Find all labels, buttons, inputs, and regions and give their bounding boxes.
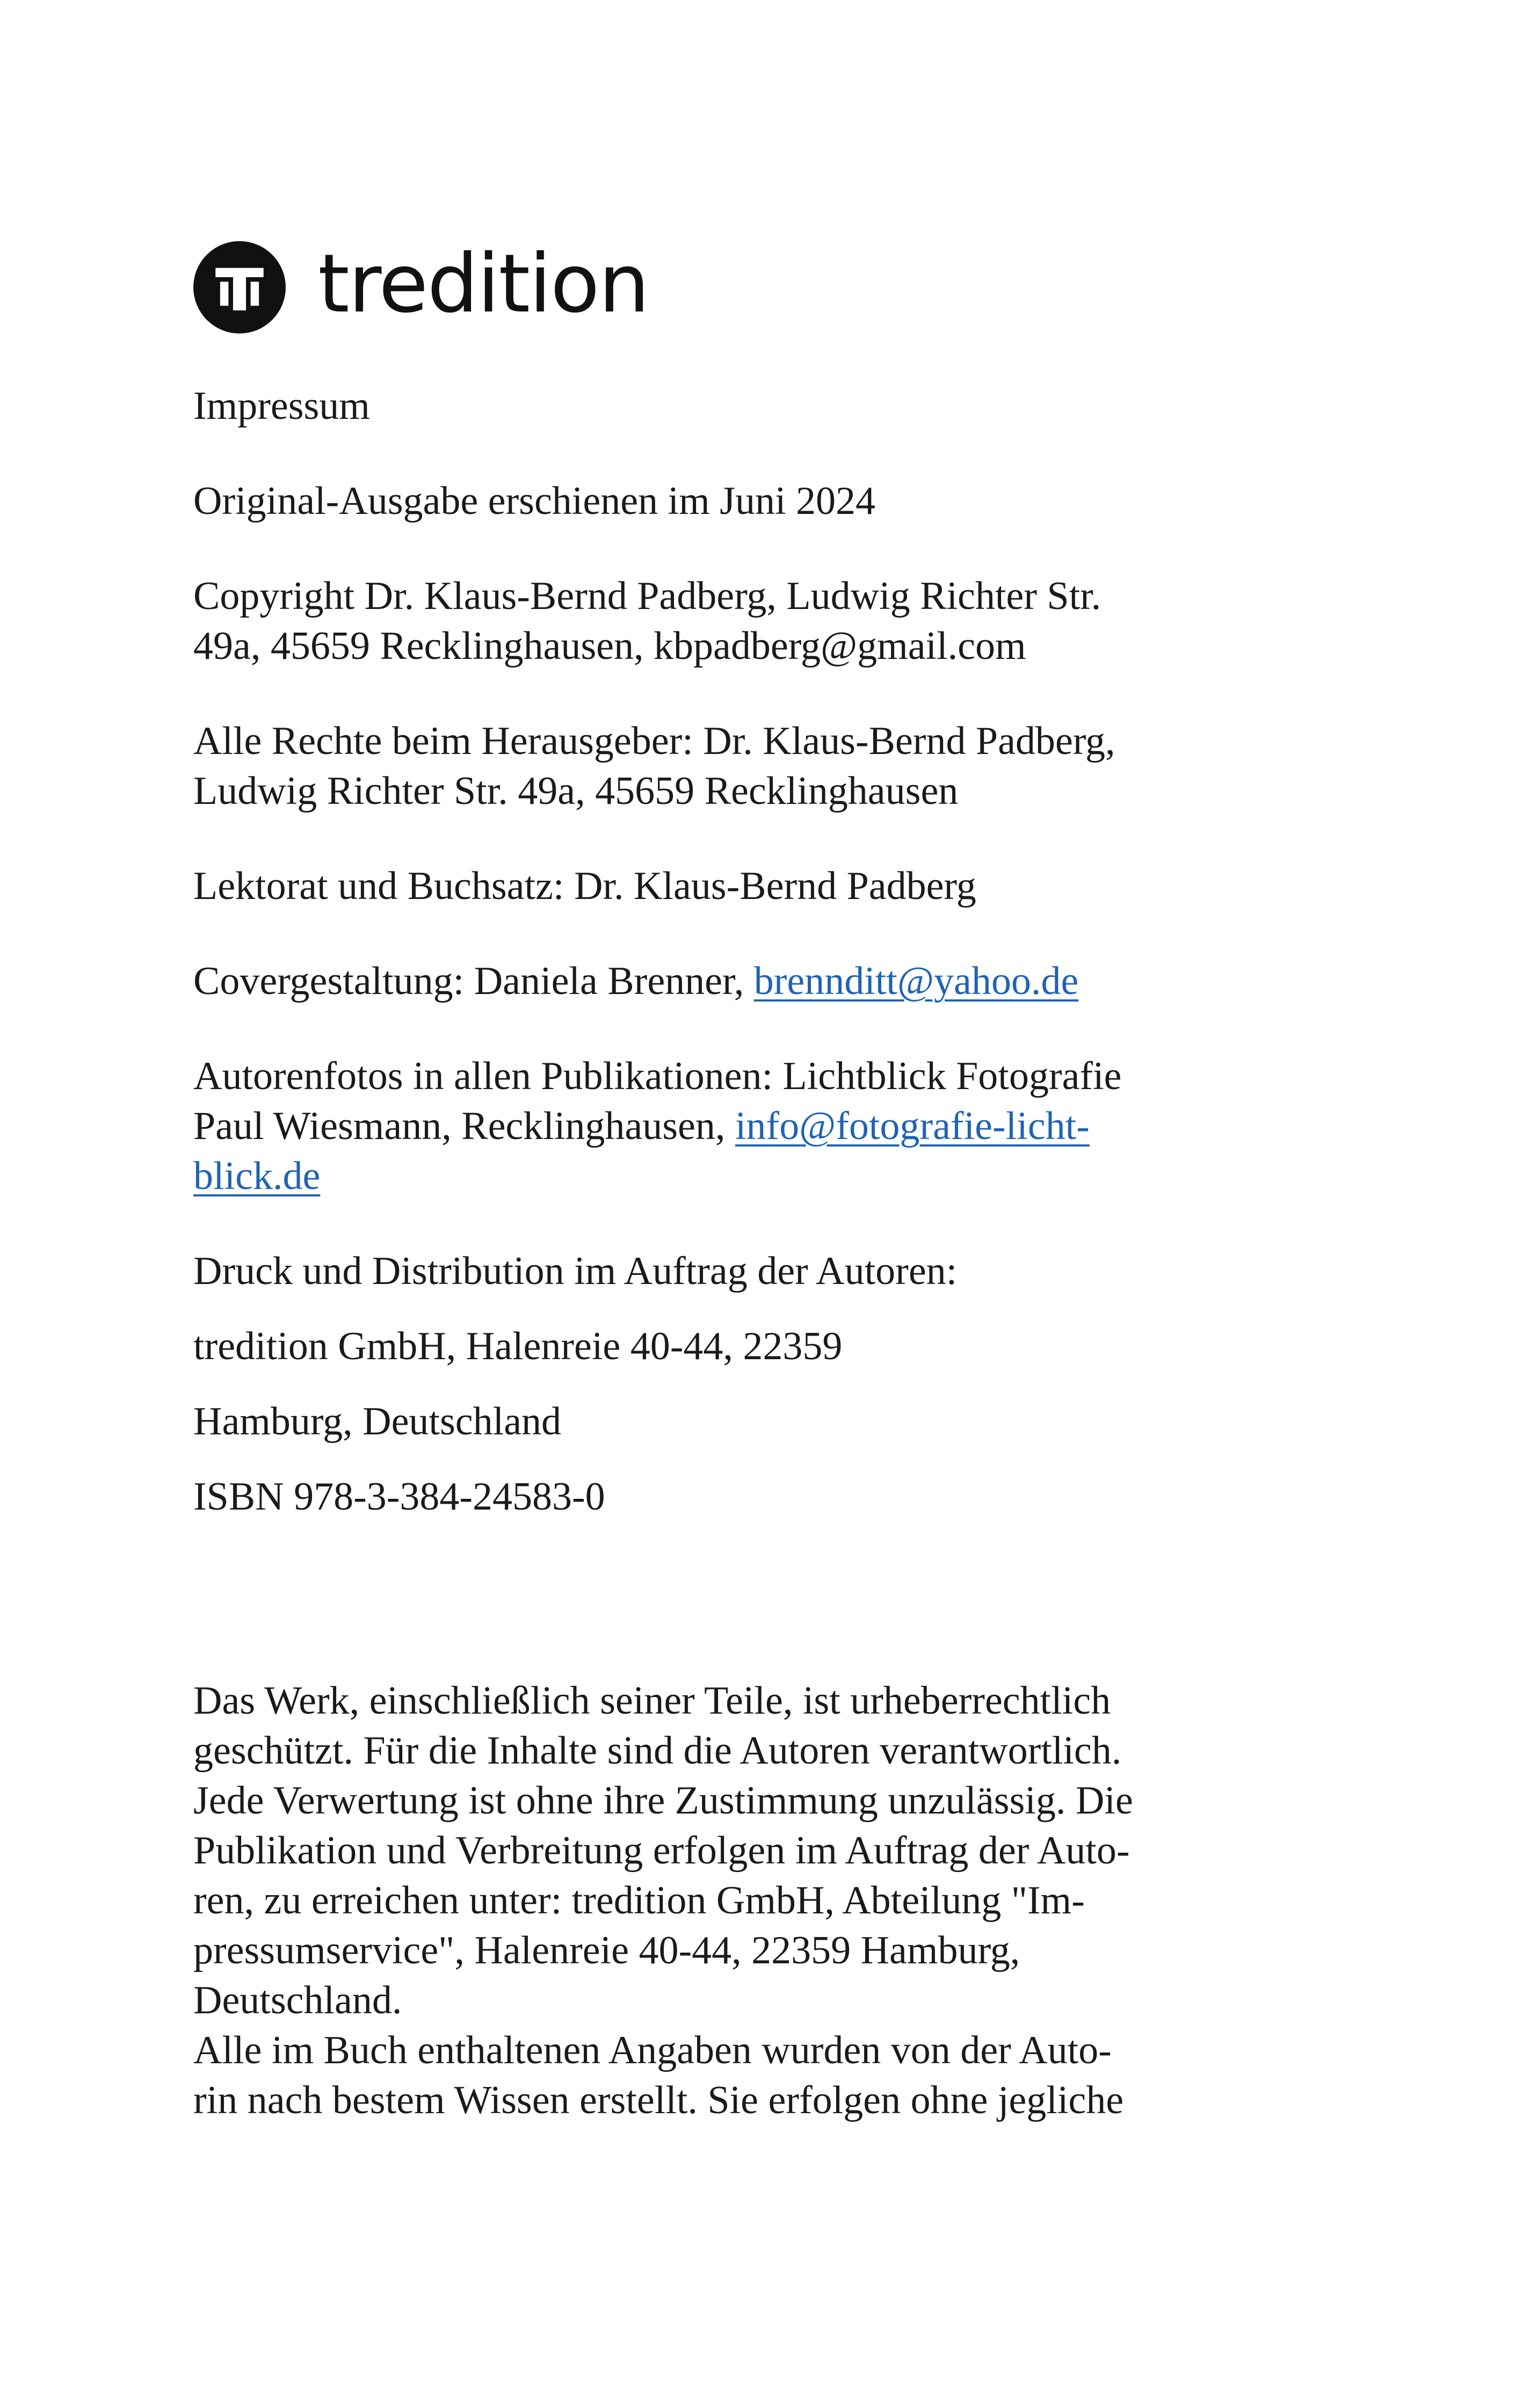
rights-line-2: Ludwig Richter Str. 49a, 45659 Recklinghausen — [193, 769, 959, 813]
legal-line: rin nach bestem Wissen erstellt. Sie erfolgen ohne jegliche — [193, 2078, 1124, 2122]
spacer — [193, 1547, 1267, 1676]
rights-line-1: Alle Rechte beim Herausgeber: Dr. Klaus-Bernd Padberg, — [193, 719, 1115, 763]
legal-line: geschützt. Für die Inhalte sind die Autoren verantwortlich. — [193, 1729, 1122, 1773]
legal-line: Publikation und Verbreitung erfolgen im Auftrag der Auto- — [193, 1829, 1130, 1873]
copyright-line-2: 49a, 45659 Recklinghausen, kbpadberg@gmail.com — [193, 624, 1026, 668]
logo-wordmark: tredition — [318, 237, 649, 331]
isbn-line: ISBN 978-3-384-24583-0 — [193, 1475, 605, 1519]
cover-design-label: Covergestaltung: Daniela Brenner, — [193, 959, 754, 1003]
imprint-page — [193, 236, 1267, 2126]
legal-line: Deutschland. — [193, 1978, 402, 2022]
editing-line: Lektorat und Buchsatz: Dr. Klaus-Bernd Padberg — [193, 864, 976, 908]
impressum-heading: Impressum — [193, 384, 370, 428]
legal-line: Alle im Buch enthaltenen Angaben wurden von der Auto- — [193, 2028, 1112, 2072]
edition-line: Original-Ausgabe erschienen im Juni 2024 — [193, 479, 876, 523]
print-distribution-line: Druck und Distribution im Auftrag der Autoren: — [193, 1249, 958, 1293]
legal-line: Jede Verwertung ist ohne ihre Zustimmung unzulässig. Die — [193, 1779, 1133, 1823]
rights-block — [193, 716, 1267, 816]
cover-designer-email-link[interactable]: brennditt@yahoo.de — [753, 959, 1079, 1003]
publisher-logo — [193, 236, 1267, 338]
legal-line: pressumservice", Halenreie 40-44, 22359 Hamburg, — [193, 1928, 1020, 1972]
legal-notice — [193, 1676, 1267, 2126]
author-photos-line-2: Paul Wiesmann, Recklinghausen, — [193, 1104, 735, 1148]
photographer-email-link-part-1[interactable]: info@fotografie-licht- — [735, 1104, 1090, 1148]
legal-line: ren, zu erreichen unter: tredition GmbH, Abteilung "Im- — [193, 1878, 1085, 1923]
cover-design-line — [193, 956, 1267, 1006]
photographer-email-link-part-2[interactable]: blick.de — [193, 1154, 321, 1198]
tredition-t-logo-icon — [193, 241, 286, 333]
publisher-city-line: Hamburg, Deutschland — [193, 1399, 562, 1444]
copyright-line-1: Copyright Dr. Klaus-Bernd Padberg, Ludwig Richter Str. — [193, 574, 1101, 618]
legal-line: Das Werk, einschließlich seiner Teile, ist urheberrechtlich — [193, 1679, 1111, 1723]
publisher-address-line: tredition GmbH, Halenreie 40-44, 22359 — [193, 1324, 843, 1368]
copyright-block — [193, 571, 1267, 671]
author-photos-line-1: Autorenfotos in allen Publikationen: Lichtblick Fotografie — [193, 1054, 1122, 1098]
author-photos-block — [193, 1051, 1267, 1201]
